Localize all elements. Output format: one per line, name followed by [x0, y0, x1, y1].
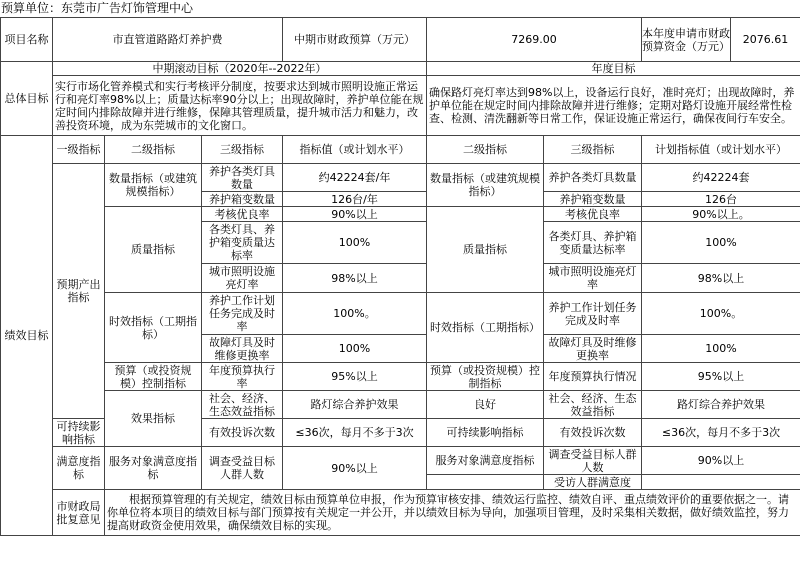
plan-value: 90%以上。 — [642, 207, 800, 222]
budget-unit-label: 预算单位： — [1, 1, 62, 15]
satisfaction-indicator-label: 满意度指标 — [53, 447, 105, 490]
table-row: 考核优良率 — [202, 207, 283, 222]
table-row: 养护箱变数量 — [544, 192, 642, 207]
table-row — [427, 475, 544, 490]
table-row: 调查受益目标人群人数 — [202, 447, 283, 490]
indicator-value: 100% — [283, 222, 427, 264]
timeliness-indicator: 时效指标（工期指标） — [105, 293, 202, 363]
quantity-indicator-annual: 数量指标（或建筑规模指标） — [427, 164, 544, 207]
quality-indicator: 质量指标 — [105, 207, 202, 293]
plan-value — [642, 475, 800, 490]
sustain-indicator: 可持续影响指标 — [53, 419, 105, 447]
project-name-value: 市直管道路路灯养护费 — [53, 18, 283, 62]
plan-value: 约42224套 — [642, 164, 800, 192]
indicator-value: 90%以上 — [283, 207, 427, 222]
overall-target-label: 总体目标 — [1, 62, 53, 136]
indicator-value: 98%以上 — [283, 264, 427, 293]
timeliness-indicator-annual: 时效指标（工期指标） — [427, 293, 544, 363]
perf-target-label: 绩效目标 — [1, 136, 53, 536]
col-level2-annual: 二级指标 — [427, 136, 544, 164]
table-row: 养护工作计划任务完成及时率 — [202, 293, 283, 335]
table-row: 调查受益目标人群人数 — [544, 447, 642, 475]
project-name-label: 项目名称 — [1, 18, 53, 62]
table-row: 城市照明设施亮灯率 — [544, 264, 642, 293]
indicator-value: 100%。 — [283, 293, 427, 335]
col-level3-annual: 三级指标 — [544, 136, 642, 164]
plan-value: ≤36次，每月不多于3次 — [642, 419, 800, 447]
indicator-value: 90%以上 — [283, 447, 427, 490]
table-row: 有效投诉次数 — [544, 419, 642, 447]
indicator-value: 100% — [283, 335, 427, 363]
midterm-target-header: 中期滚动目标（2020年--2022年） — [53, 62, 427, 76]
annual-budget-value: 2076.61 — [742, 33, 789, 46]
budget-control-indicator-annual: 预算（或投资规模）控制指标 — [427, 363, 544, 391]
indicator-value: 126台/年 — [283, 192, 427, 207]
table-row: 路灯综合养护效果 — [283, 391, 427, 419]
midterm-budget-value: 7269.00 — [427, 18, 642, 62]
table-row: 年度预算执行率 — [202, 363, 283, 391]
col-level3: 三级指标 — [202, 136, 283, 164]
social-indicator-annual: 社会、经济、生态效益指标 — [544, 391, 642, 419]
table-row: 有效投诉次数 — [202, 419, 283, 447]
col-level2: 二级指标 — [105, 136, 202, 164]
plan-value: 126台 — [642, 192, 800, 207]
table-row: 养护各类灯具数量 — [544, 164, 642, 192]
annual-target-header: 年度目标 — [427, 62, 800, 76]
approval-label: 市财政局批复意见 — [53, 490, 105, 536]
col-plan-value: 计划指标值（或计划水平） — [642, 136, 800, 164]
table-row: 故障灯具及时维修更换率 — [202, 335, 283, 363]
indicator-value: ≤36次，每月不多于3次 — [283, 419, 427, 447]
output-indicator-label: 预期产出指标 — [53, 164, 105, 419]
indicator-value: 约42224套/年 — [283, 164, 427, 192]
col-level1: 一级指标 — [53, 136, 105, 164]
table-row: 各类灯具、养护箱变质量达标率 — [202, 222, 283, 264]
col-indicator-value: 指标值（或计划水平） — [283, 136, 427, 164]
annual-budget-cell — [642, 18, 800, 62]
plan-value: 90%以上 — [642, 447, 800, 475]
indicator-value: 95%以上 — [283, 363, 427, 391]
sustain-indicator-annual: 可持续影响指标 — [427, 419, 544, 447]
table-row: 各类灯具、养护箱变质量达标率 — [544, 222, 642, 264]
effect-indicator-label: 效果指标 — [105, 391, 202, 447]
plan-value: 100%。 — [642, 293, 800, 335]
budget-unit-line — [0, 0, 800, 17]
table-row: 养护箱变数量 — [202, 192, 283, 207]
service-satisfaction-indicator: 服务对象满意度指标 — [105, 447, 202, 490]
plan-value: 95%以上 — [642, 363, 800, 391]
table-row: 城市照明设施亮灯率 — [202, 264, 283, 293]
annual-target-text: 确保路灯亮灯率达到98%以上，设备运行良好，准时亮灯；出现故障时，养护单位能在规定时间内排除故障并进行维修；定期对路灯设施开展经常性检查、检测、清洗翻新等日常工作，保证设施正常运行，确保夜间行车安全。 — [427, 76, 800, 136]
plan-value: 98%以上 — [642, 264, 800, 293]
plan-value: 100% — [642, 335, 800, 363]
table-row: 养护工作计划任务完成及时率 — [544, 293, 642, 335]
performance-target-table — [0, 17, 800, 536]
midterm-budget-label: 中期市财政预算（万元） — [283, 18, 427, 62]
plan-value: 100% — [642, 222, 800, 264]
table-row: 养护各类灯具数量 — [202, 164, 283, 192]
quality-indicator-annual: 质量指标 — [427, 207, 544, 293]
table-row: 考核优良率 — [544, 207, 642, 222]
approval-text: 根据预算管理的有关规定，绩效目标由预算单位申报，作为预算审核安排、绩效运行监控、绩效自评、重点绩效评价的重要依据之一。请你单位将本项目的绩效目标与部门预算按有关规定一并公开，并以绩效目标为导向，加强项目管理，及时采集相关数据，做好绩效监控，努力提高财政资金使用效果，确保绩效目标的实现。 — [105, 490, 800, 536]
indicator-value: 良好 — [427, 391, 544, 419]
midterm-target-text: 实行市场化管养模式和实行考核评分制度，按要求达到城市照明设施正常运行和亮灯率98%以上；质量达标率90分以上；出现故障时，养护单位能在规定时间内排除故障并进行维修，保障其管理质量，提升城市活力和魅力，改善投资环境，成为东莞城市的文化窗口。 — [53, 76, 427, 136]
table-row: 受访人群满意度 — [544, 475, 642, 490]
annual-budget-label: 本年度申请市财政预算资金（万元） — [642, 18, 731, 61]
table-row: 年度预算执行情况 — [544, 363, 642, 391]
table-row: 故障灯具及时维修更换率 — [544, 335, 642, 363]
service-satisfaction-indicator-annual: 服务对象满意度指标 — [427, 447, 544, 475]
quantity-indicator: 数量指标（或建筑规模指标） — [105, 164, 202, 207]
budget-unit-name: 东莞市广告灯饰管理中心 — [61, 1, 194, 15]
table-row: 路灯综合养护效果 — [642, 391, 800, 419]
budget-control-indicator: 预算（或投资规模）控制指标 — [105, 363, 202, 391]
social-indicator: 社会、经济、生态效益指标 — [202, 391, 283, 419]
